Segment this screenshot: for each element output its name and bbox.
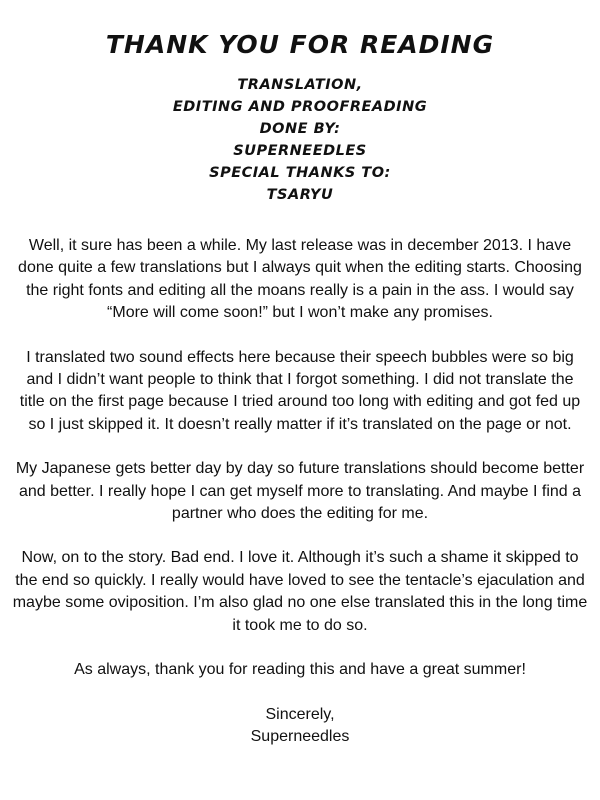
credits-line: TSARYU [266,187,334,203]
credits-line: DONE BY: [259,121,341,137]
credits-line: SPECIAL THANKS TO: [209,165,391,181]
credits-line: EDITING AND PROOFREADING [172,99,428,115]
credits-line: SUPERNEEDLES [233,143,367,159]
signoff-closing: Sincerely, [265,705,335,723]
paragraph: As always, thank you for reading this and have a great summer! [74,661,526,679]
paragraph: Well, it sure has been a while. My last release was in december 2013. I have done quite a few translations but I always quit when the editing starts. Choosing the right fonts and editing all the moans really is a pain in the ass. I would say “More will come soon!” but I won’t make any promises. [18,237,582,322]
credits-block [0,74,600,206]
signoff-name: Superneedles [250,727,350,745]
paragraph: My Japanese gets better day by day so future translations should become better and better. I really hope I can get myself more to translating. And maybe I find a partner who does the editing for me. [15,460,585,523]
credits-line: TRANSLATION, [237,77,363,93]
paragraph: Now, on to the story. Bad end. I love it. Although it’s such a shame it skipped to the end so quickly. I really would have loved to see the tentacle’s ejaculation and maybe some oviposition. I’m also glad no one else translated this in the long time it took me to do so. [12,549,588,634]
paragraph: I translated two sound effects here because their speech bubbles were so big and I didn’t want people to think that I forgot something. I did not translate the title on the first page because I tried around too long with editing and got fed up so I just skipped it. It doesn’t really matter if it’s translated on the page or not. [19,348,581,433]
message-body [12,235,588,748]
page-title: THANK YOU FOR READING [105,30,495,59]
signoff [12,704,588,749]
